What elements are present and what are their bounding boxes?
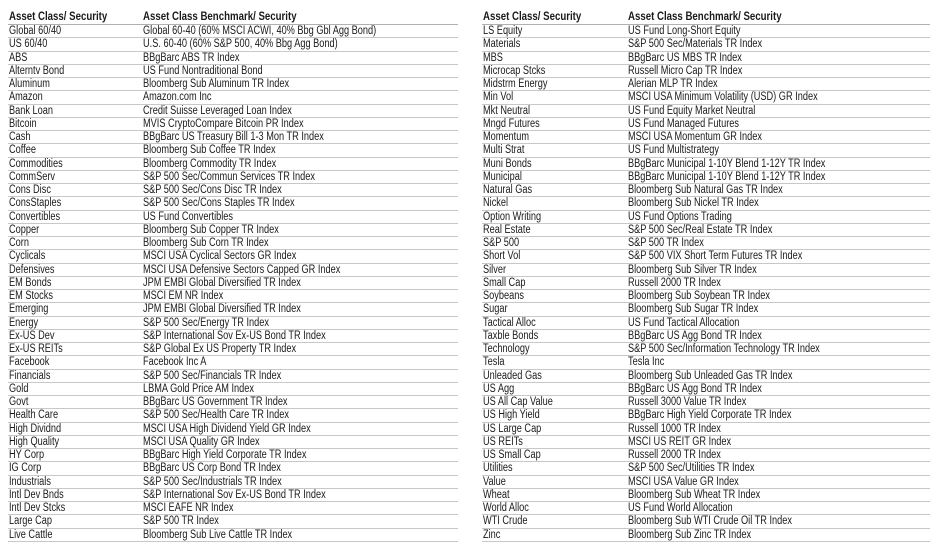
table-row	[8, 158, 458, 171]
table-row	[8, 105, 458, 118]
asset-class-cell: ABS	[9, 51, 28, 64]
asset-class-cell: US 60/40	[9, 38, 48, 51]
asset-class-cell: Midstrm Energy	[483, 78, 548, 90]
benchmark-cell: S&P 500 Sec/Cons Disc TR Index	[143, 184, 282, 196]
benchmark-cell: S&P 500 Sec/Materials TR Index	[628, 38, 763, 51]
asset-class-cell: Health Care	[9, 409, 59, 422]
asset-class-cell: Real Estate	[483, 223, 531, 236]
table-row	[8, 38, 458, 51]
asset-class-cell: Soybeans	[483, 290, 524, 302]
benchmark-cell: S&P 500 Sec/Cons Staples TR Index	[143, 197, 295, 210]
table-row	[8, 197, 458, 210]
benchmark-cell: Russell 3000 Value TR Index	[628, 396, 747, 408]
table-row	[482, 476, 930, 489]
table-row	[482, 277, 930, 290]
benchmark-cell: US Fund Options Trading	[628, 210, 732, 223]
benchmark-cell: Bloomberg Sub Unleaded Gas TR Index	[628, 369, 793, 382]
asset-class-cell: Multi Strat	[483, 144, 525, 157]
table-row	[482, 158, 930, 171]
table-row	[482, 105, 930, 118]
table-row	[8, 317, 458, 330]
asset-class-cell: Emerging	[9, 303, 49, 316]
benchmark-cell: US Fund Equity Market Neutral	[628, 104, 756, 117]
benchmark-cell: U.S. 60-40 (60% S&P 500, 40% Bbg Agg Bond)	[143, 38, 338, 51]
asset-class-cell: Copper	[9, 223, 40, 236]
benchmark-cell: Bloomberg Commodity TR Index	[143, 157, 277, 170]
benchmark-cell: S&P 500 Sec/Real Estate TR Index	[628, 223, 773, 236]
asset-class-cell: Wheat	[483, 488, 510, 501]
benchmark-cell: Russell 2000 TR Index	[628, 276, 721, 289]
asset-class-cell: US All Cap Value	[483, 396, 553, 408]
benchmark-cell: S&P Global Ex US Property TR Index	[143, 343, 297, 355]
asset-class-cell: S&P 500	[483, 237, 520, 249]
header-benchmark: Asset Class Benchmark/ Security	[143, 11, 297, 23]
benchmark-cell: Bloomberg Sub Silver TR Index	[628, 263, 757, 276]
benchmark-cell: Credit Suisse Leveraged Loan Index	[143, 104, 292, 117]
table-row	[482, 303, 930, 316]
benchmark-cell: S&P 500 VIX Short Term Futures TR Index	[628, 250, 803, 263]
asset-class-cell: US High Yield	[483, 409, 540, 422]
benchmark-cell: MSCI USA Quality GR Index	[143, 435, 260, 448]
table-row	[8, 502, 458, 515]
asset-class-cell: Facebook	[9, 356, 50, 369]
table-row	[8, 343, 458, 356]
asset-class-cell: Global 60/40	[9, 25, 62, 37]
benchmark-cell: US Fund Long-Short Equity	[628, 25, 741, 37]
asset-class-cell: Tesla	[483, 356, 505, 369]
benchmark-cell: BBgBarc US Agg Bond TR Index	[628, 329, 762, 342]
asset-class-cell: US Agg	[483, 382, 515, 395]
table-row	[8, 131, 458, 144]
asset-class-cell: World Alloc	[483, 502, 529, 514]
benchmark-cell: MSCI USA Minimum Volatility (USD) GR Index	[628, 91, 818, 104]
table-row	[482, 462, 930, 475]
benchmark-cell: MSCI USA High Dividend Yield GR Index	[143, 422, 311, 435]
table-row	[8, 356, 458, 369]
benchmark-cell: US Fund Multistrategy	[628, 144, 720, 157]
benchmark-cell: S&P 500 Sec/Financials TR Index	[143, 369, 282, 382]
asset-class-cell: Momentum	[483, 131, 530, 143]
benchmark-cell: BBgBarc Municipal 1-10Y Blend 1-12Y TR Index	[628, 157, 826, 170]
table-row	[482, 409, 930, 422]
asset-class-cell: Financials	[9, 369, 51, 382]
asset-class-cell: Microcap Stcks	[483, 64, 546, 77]
asset-class-cell: Ex-US Dev	[9, 329, 55, 342]
benchmark-cell: Bloomberg Sub Nickel TR Index	[628, 197, 759, 210]
benchmark-cell: Tesla Inc	[628, 356, 665, 369]
benchmark-cell: Russell 1000 TR Index	[628, 422, 721, 435]
table-row	[8, 370, 458, 383]
benchmark-cell: S&P International Sov Ex-US Bond TR Index	[143, 488, 326, 501]
header-asset-class: Asset Class/ Security	[9, 11, 108, 23]
benchmark-cell: US Fund World Allocation	[628, 502, 733, 514]
benchmark-cell: S&P 500 Sec/Information Technology TR Index	[628, 343, 820, 355]
asset-class-cell: Ex-US REITs	[9, 343, 63, 355]
asset-class-cell: Large Cap	[9, 515, 52, 528]
table-row	[482, 515, 930, 528]
asset-class-cell: Zinc	[483, 528, 501, 541]
asset-class-cell: Intl Dev Bnds	[9, 488, 64, 501]
benchmark-cell: Bloomberg Sub Sugar TR Index	[628, 303, 759, 316]
benchmark-cell: JPM EMBI Global Diversified TR Index	[143, 276, 301, 289]
asset-class-cell: Intl Dev Stcks	[9, 502, 66, 514]
table-row	[8, 237, 458, 250]
benchmark-cell: BBgBarc US Agg Bond TR Index	[628, 382, 762, 395]
asset-class-cell: Cyclicals	[9, 250, 46, 263]
benchmark-cell: US Fund Nontraditional Bond	[143, 64, 263, 77]
benchmark-cell: BBgBarc High Yield Corporate TR Index	[143, 449, 307, 461]
asset-class-cell: Technology	[483, 343, 530, 355]
benchmark-cell: Bloomberg Sub WTI Crude Oil TR Index	[628, 515, 792, 528]
table-row	[8, 436, 458, 449]
table-row	[8, 277, 458, 290]
benchmark-cell: BBgBarc High Yield Corporate TR Index	[628, 409, 792, 422]
asset-class-cell: Utilities	[483, 462, 513, 475]
table-row	[482, 449, 930, 462]
table-row	[482, 343, 930, 356]
table-row	[482, 250, 930, 263]
asset-class-cell: US REITs	[483, 435, 523, 448]
benchmark-cell: Bloomberg Sub Copper TR Index	[143, 223, 279, 236]
table-row	[482, 118, 930, 131]
asset-class-cell: Mkt Neutral	[483, 104, 531, 117]
asset-class-cell: Amazon	[9, 91, 43, 104]
asset-class-cell: Bank Loan	[9, 104, 53, 117]
benchmark-cell: Bloomberg Sub Wheat TR Index	[628, 488, 761, 501]
asset-class-cell: Live Cattle	[9, 528, 53, 541]
benchmark-cell: BBgBarc ABS TR Index	[143, 51, 240, 64]
table-row	[482, 396, 930, 409]
asset-class-cell: Short Vol	[483, 250, 521, 263]
benchmark-cell: US Fund Convertibles	[143, 210, 233, 223]
asset-class-cell: EM Bonds	[9, 276, 52, 289]
asset-class-cell: CommServ	[9, 170, 56, 183]
benchmark-cell: S&P 500 Sec/Industrials TR Index	[143, 475, 282, 488]
table-row	[8, 224, 458, 237]
benchmark-cell: S&P International Sov Ex-US Bond TR Index	[143, 329, 326, 342]
benchmark-cell: S&P 500 Sec/Energy TR Index	[143, 316, 269, 329]
table-row	[8, 383, 458, 396]
asset-class-cell: High Dividnd	[9, 422, 62, 435]
benchmark-cell: BBgBarc US MBS TR Index	[628, 51, 742, 64]
asset-class-cell: Govt	[9, 396, 29, 408]
benchmark-cell: BBgBarc US Government TR Index	[143, 396, 288, 408]
table-row	[482, 52, 930, 65]
benchmark-cell: JPM EMBI Global Diversified TR Index	[143, 303, 301, 316]
table-row	[8, 303, 458, 316]
table-row	[482, 25, 930, 38]
asset-class-cell: Natural Gas	[483, 184, 533, 196]
benchmark-cell: S&P 500 Sec/Commun Services TR Index	[143, 170, 315, 183]
asset-class-cell: Energy	[9, 316, 39, 329]
asset-class-cell: IG Corp	[9, 462, 42, 475]
asset-class-cell: Alterntv Bond	[9, 64, 65, 77]
benchmark-cell: Bloomberg Sub Coffee TR Index	[143, 144, 276, 157]
table-row	[482, 38, 930, 51]
benchmark-cell: S&P 500 Sec/Health Care TR Index	[143, 409, 289, 422]
table-row	[8, 515, 458, 528]
table-row	[482, 211, 930, 224]
table-row	[482, 78, 930, 91]
benchmark-cell: Bloomberg Sub Zinc TR Index	[628, 528, 752, 541]
benchmark-cell: Facebook Inc A	[143, 356, 207, 369]
benchmark-cell: Russell Micro Cap TR Index	[628, 64, 743, 77]
benchmark-cell: Bloomberg Sub Soybean TR Index	[628, 290, 771, 302]
asset-class-cell: Commodities	[9, 157, 63, 170]
benchmark-cell: US Fund Managed Futures	[628, 117, 739, 130]
benchmark-cell: S&P 500 Sec/Utilities TR Index	[628, 462, 755, 475]
asset-class-cell: Sugar	[483, 303, 508, 316]
benchmark-cell: Bloomberg Sub Natural Gas TR Index	[628, 184, 783, 196]
asset-class-cell: Silver	[483, 263, 507, 276]
table-row	[482, 317, 930, 330]
asset-class-cell: Bitcoin	[9, 117, 37, 130]
table-row	[8, 462, 458, 475]
asset-class-cell: Materials	[483, 38, 521, 51]
asset-class-cell: ConsStaples	[9, 197, 62, 210]
benchmark-cell: MSCI EM NR Index	[143, 290, 224, 302]
benchmark-cell: MSCI USA Momentum GR Index	[628, 131, 762, 143]
table-row	[8, 264, 458, 277]
table-row	[8, 330, 458, 343]
table-row	[482, 383, 930, 396]
table-row	[8, 476, 458, 489]
table-row	[482, 489, 930, 502]
asset-class-cell: US Small Cap	[483, 449, 541, 461]
table-row	[8, 91, 458, 104]
table-row	[482, 91, 930, 104]
table-row	[482, 290, 930, 303]
table-row	[482, 436, 930, 449]
asset-class-cell: LS Equity	[483, 25, 523, 37]
table-row	[482, 184, 930, 197]
asset-class-cell: Industrials	[9, 475, 51, 488]
asset-class-cell: Muni Bonds	[483, 157, 532, 170]
table-row	[482, 264, 930, 277]
asset-class-cell: Aluminum	[9, 78, 50, 90]
benchmark-cell: Global 60-40 (60% MSCI ACWI, 40% Bbg Gbl Agg Bond)	[143, 25, 377, 37]
table-header	[482, 11, 930, 25]
benchmark-cell: Bloomberg Sub Aluminum TR Index	[143, 78, 290, 90]
asset-class-cell: High Quality	[9, 435, 60, 448]
asset-class-cell: MBS	[483, 51, 503, 64]
asset-class-cell: Mngd Futures	[483, 117, 540, 130]
table-row	[8, 423, 458, 436]
asset-class-cell: Convertibles	[9, 210, 61, 223]
asset-class-cell: Option Writing	[483, 210, 542, 223]
asset-class-cell: WTI Crude	[483, 515, 528, 528]
asset-class-cell: Value	[483, 475, 506, 488]
asset-class-cell: Municipal	[483, 170, 522, 183]
table-row	[8, 118, 458, 131]
benchmark-cell: Bloomberg Sub Corn TR Index	[143, 237, 269, 249]
table-row	[8, 250, 458, 263]
table-header	[8, 11, 458, 25]
table-row	[8, 65, 458, 78]
benchmark-cell: MVIS CryptoCompare Bitcoin PR Index	[143, 117, 304, 130]
table-row	[8, 529, 458, 542]
table-row	[482, 330, 930, 343]
asset-class-cell: Tactical Alloc	[483, 316, 536, 329]
benchmark-cell: MSCI US REIT GR Index	[628, 435, 732, 448]
table-row	[8, 409, 458, 422]
asset-class-cell: Cons Disc	[9, 184, 51, 196]
asset-class-cell: Corn	[9, 237, 29, 249]
table-row	[482, 237, 930, 250]
benchmark-cell: Amazon.com Inc	[143, 91, 212, 104]
benchmark-cell: MSCI EAFE NR Index	[143, 502, 234, 514]
table-row	[482, 144, 930, 157]
table-row	[8, 290, 458, 303]
asset-class-cell: Coffee	[9, 144, 36, 157]
benchmark-cell: LBMA Gold Price AM Index	[143, 382, 254, 395]
table-row	[482, 131, 930, 144]
table-row	[8, 396, 458, 409]
benchmark-cell: BBgBarc Municipal 1-10Y Blend 1-12Y TR Index	[628, 170, 826, 183]
benchmark-cell: MSCI USA Defensive Sectors Capped GR Index	[143, 263, 341, 276]
benchmark-cell: Russell 2000 TR Index	[628, 449, 721, 461]
table-row	[482, 356, 930, 369]
asset-class-cell: Gold	[9, 382, 29, 395]
asset-class-cell: HY Corp	[9, 449, 45, 461]
table-row	[482, 171, 930, 184]
table-row	[482, 197, 930, 210]
asset-class-cell: Taxble Bonds	[483, 329, 539, 342]
asset-class-cell: EM Stocks	[9, 290, 53, 302]
table-row	[482, 502, 930, 515]
asset-class-cell: Cash	[9, 131, 31, 143]
table-row	[8, 184, 458, 197]
table-row	[8, 449, 458, 462]
table-row	[482, 224, 930, 237]
table-row	[482, 370, 930, 383]
benchmark-cell: MSCI USA Cyclical Sectors GR Index	[143, 250, 297, 263]
table-row	[8, 144, 458, 157]
asset-class-cell: Small Cap	[483, 276, 526, 289]
benchmark-cell: S&P 500 TR Index	[628, 237, 704, 249]
table-row	[482, 423, 930, 436]
table-row	[8, 78, 458, 91]
table-row	[482, 529, 930, 542]
header-asset-class: Asset Class/ Security	[483, 11, 582, 23]
asset-class-cell: Unleaded Gas	[483, 369, 542, 382]
benchmark-table-left	[8, 11, 458, 542]
benchmark-table-right	[482, 11, 930, 542]
benchmark-cell: US Fund Tactical Allocation	[628, 316, 740, 329]
benchmark-cell: BBgBarc US Treasury Bill 1-3 Mon TR Index	[143, 131, 324, 143]
benchmark-cell: S&P 500 TR Index	[143, 515, 219, 528]
table-row	[8, 171, 458, 184]
table-row	[8, 211, 458, 224]
table-row	[8, 489, 458, 502]
table-row	[8, 25, 458, 38]
table-row	[482, 65, 930, 78]
asset-class-cell: Defensives	[9, 263, 55, 276]
benchmark-cell: BBgBarc US Corp Bond TR Index	[143, 462, 281, 475]
benchmark-cell: Alerian MLP TR Index	[628, 78, 718, 90]
header-benchmark: Asset Class Benchmark/ Security	[628, 11, 782, 23]
table-row	[8, 52, 458, 65]
asset-class-cell: Nickel	[483, 197, 509, 210]
benchmark-cell: Bloomberg Sub Live Cattle TR Index	[143, 528, 293, 541]
benchmark-cell: MSCI USA Value GR Index	[628, 475, 739, 488]
asset-class-cell: Min Vol	[483, 91, 514, 104]
asset-class-cell: US Large Cap	[483, 422, 542, 435]
